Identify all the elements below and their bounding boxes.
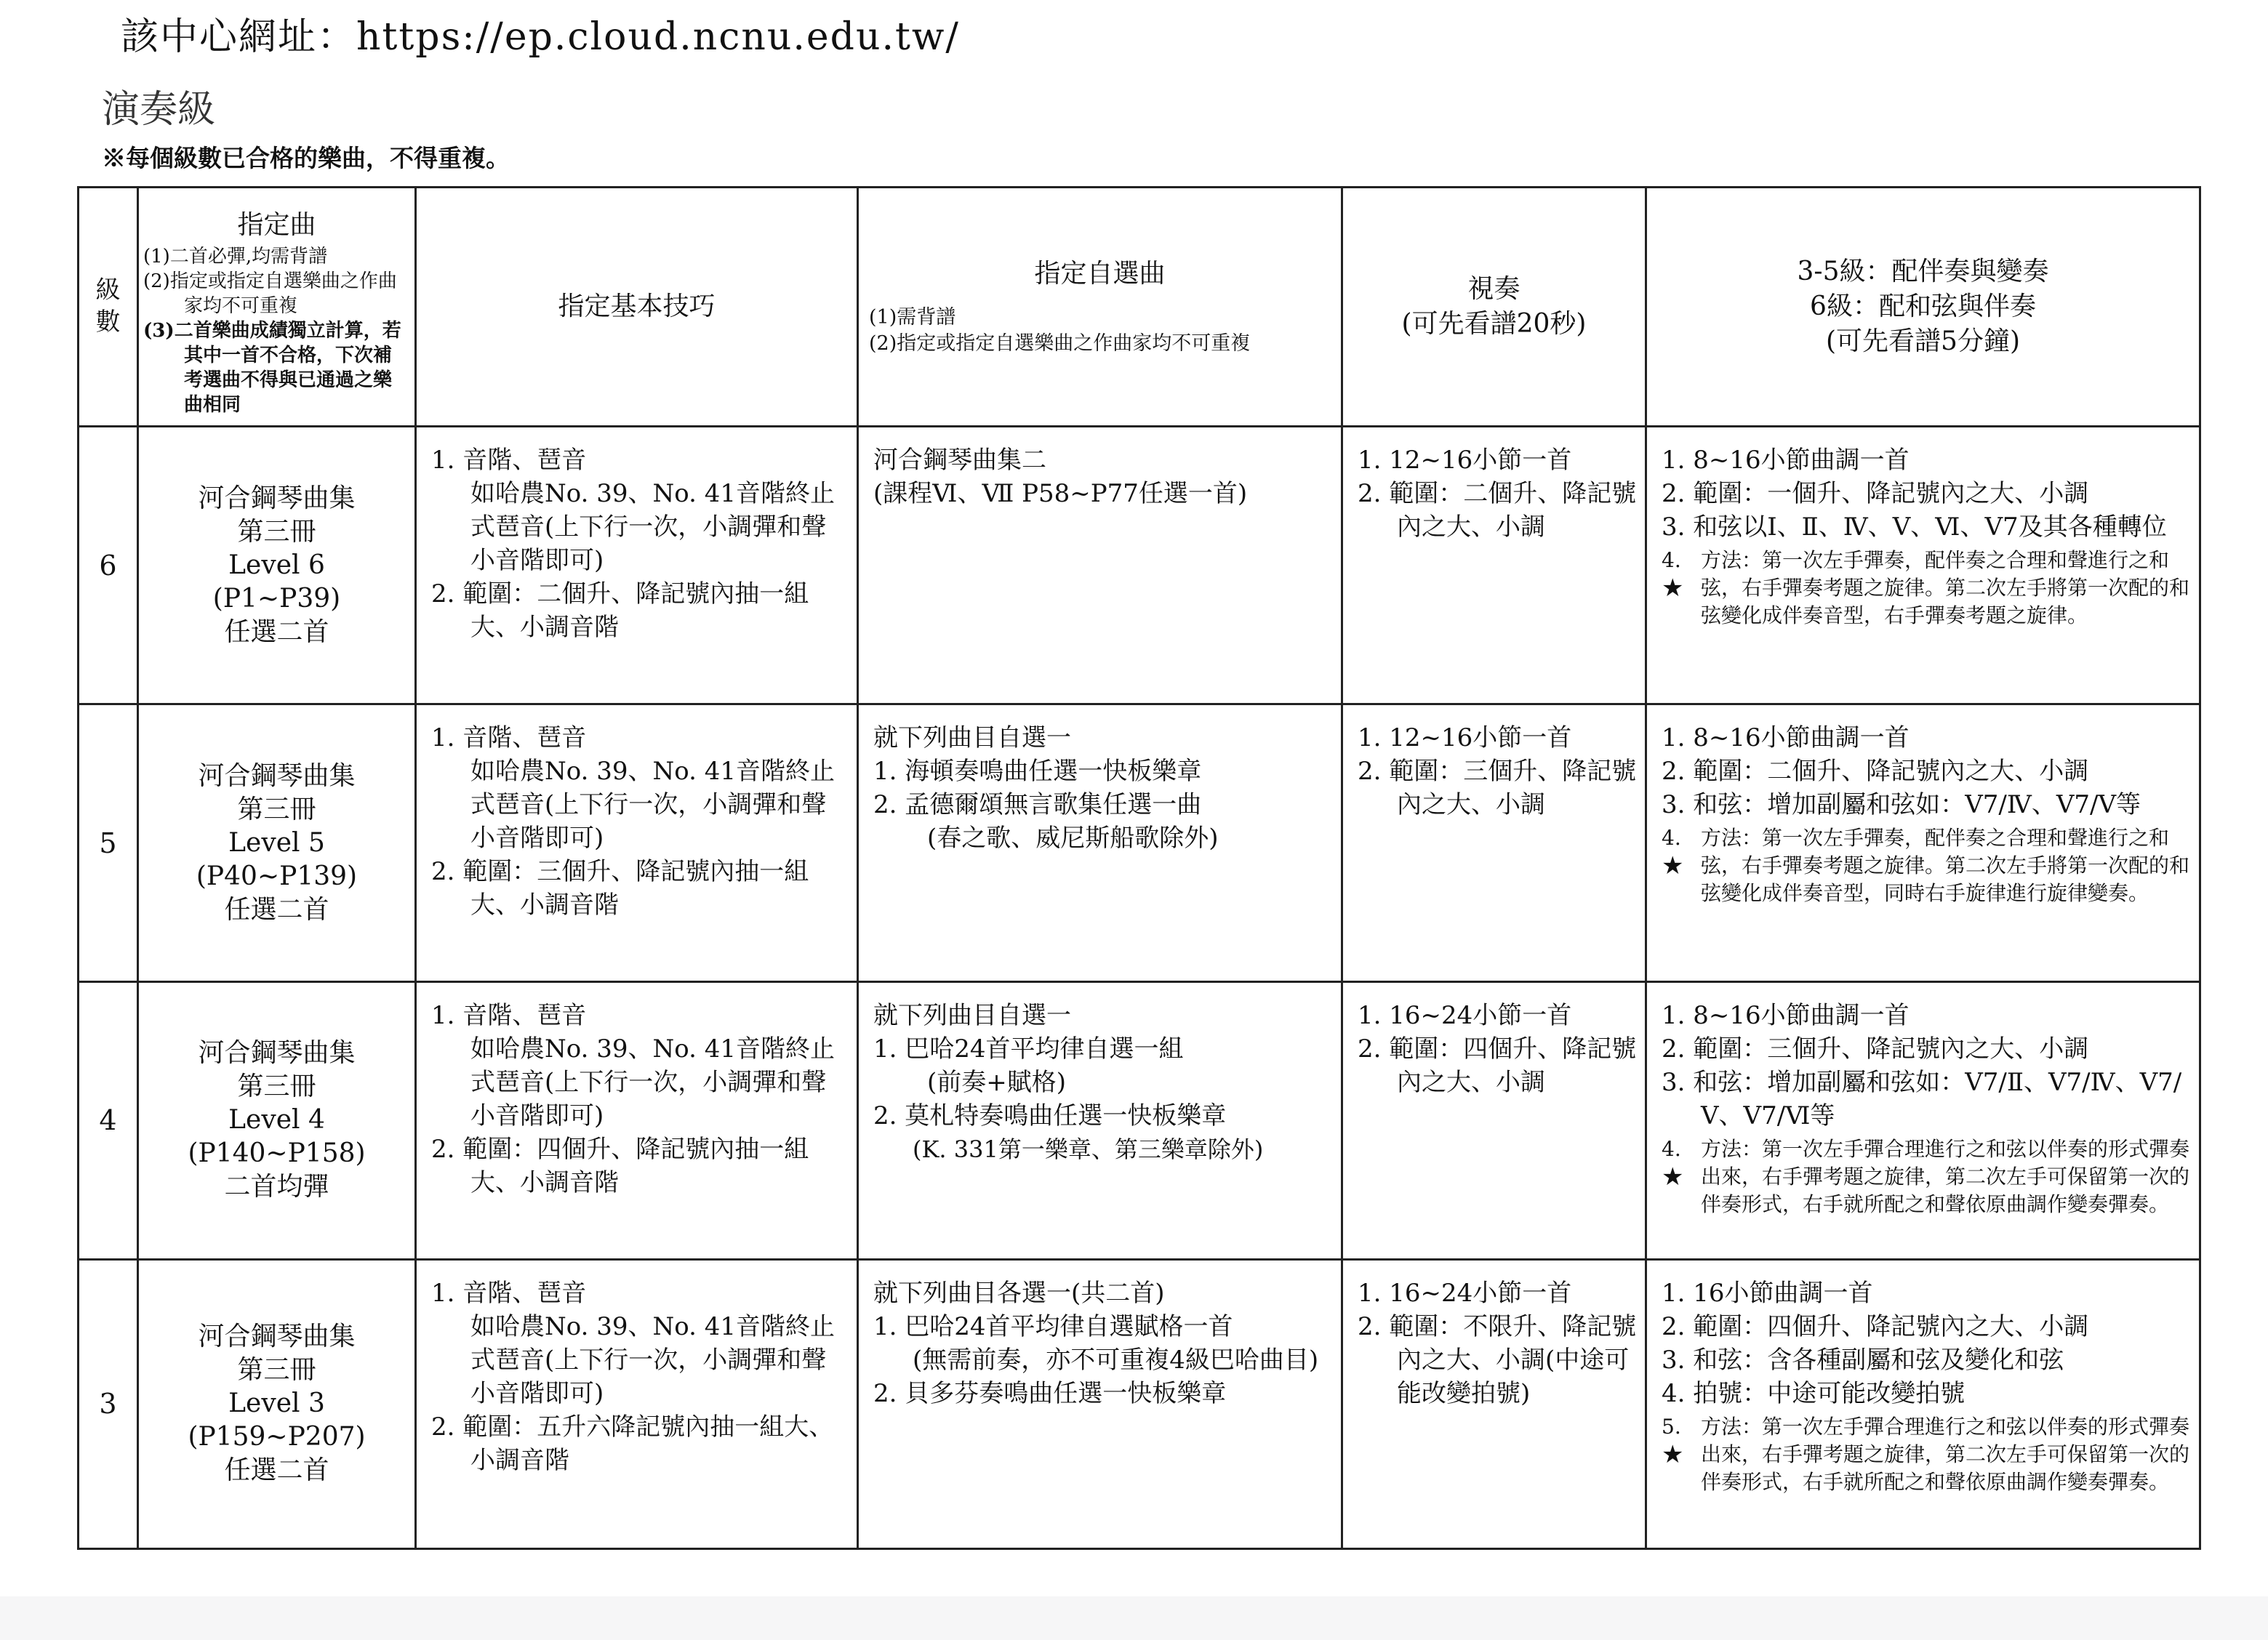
accomp-line: 3. 和弦：增加副屬和弦如：V7/Ⅳ、V7/Ⅴ等 xyxy=(1662,790,2141,820)
accomp-line: 3. 和弦：含各種副屬和弦及變化和弦 xyxy=(1662,1345,2064,1375)
technique-cell xyxy=(416,427,858,704)
header-required-note: (1)二首必彈,均需背譜 xyxy=(143,246,328,268)
header-sight-reading xyxy=(1342,188,1646,427)
accomp-cell xyxy=(1646,704,2200,982)
selfselect-cell xyxy=(858,1259,1342,1548)
sight-line: 2. 範圍：二個升、降記號內之大、小調 xyxy=(1358,479,1637,542)
header-accomp-line: 6級：配和弦與伴奏 xyxy=(1810,292,2036,322)
header-accomp-line: (可先看譜5分鐘) xyxy=(1826,326,2020,357)
book-line: 第三冊 xyxy=(237,794,316,824)
technique-line: 1. 音階、琶音 xyxy=(431,723,587,753)
book-line: 河合鋼琴曲集 xyxy=(198,760,356,791)
level-number: 4 xyxy=(79,982,138,1260)
sight-line: 1. 16~24小節一首 xyxy=(1358,1001,1572,1031)
selfselect-line: (課程Ⅵ、Ⅶ P58~P77任選一首) xyxy=(873,479,1248,509)
selfselect-cell xyxy=(858,427,1342,704)
technique-line: 如哈農No. 39、No. 41音階終止式琶音(上下行一次，小調彈和聲小音階即可) xyxy=(470,1034,836,1131)
technique-cell xyxy=(416,1259,858,1548)
technique-line: 如哈農No. 39、No. 41音階終止式琶音(上下行一次，小調彈和聲小音階即可) xyxy=(470,1311,836,1408)
selfselect-line: 就下列曲目自選一 xyxy=(873,1001,1071,1031)
book-line: Level 5 xyxy=(228,827,325,858)
header-accompaniment xyxy=(1646,188,2200,427)
selfselect-line: (無需前奏，亦不可重複4級巴哈曲目) xyxy=(913,1345,1319,1375)
book-line: Level 4 xyxy=(228,1105,325,1135)
header-required-note: (3)二首樂曲成績獨立計算，若其中一首不合格，下次補考選曲不得與已通過之樂曲相同 xyxy=(143,320,401,416)
technique-line: 2. 範圍：二個升、降記號內抽一組大、小調音階 xyxy=(431,579,809,643)
accomp-line: 2. 範圍：三個升、降記號內之大、小調 xyxy=(1662,1034,2089,1064)
header-sight-sub: (可先看譜20秒) xyxy=(1401,309,1587,339)
accomp-method: 方法：第一次左手彈奏，配伴奏之合理和聲進行之和弦，右手彈奏考題之旋律。第二次左手將第一次配的和弦變化成伴奏音型，同時右手旋律進行旋律變奏。 xyxy=(1701,826,2190,906)
level-number: 6 xyxy=(79,427,138,704)
accomp-method: 方法：第一次左手彈奏，配伴奏之合理和聲進行之和弦，右手彈奏考題之旋律。第二次左手將第一次配的和弦變化成伴奏音型，右手彈奏考題之旋律。 xyxy=(1701,548,2190,628)
header-required-pieces xyxy=(138,188,416,427)
accomp-method-number: 4. xyxy=(1662,1137,1681,1162)
selfselect-cell xyxy=(858,704,1342,982)
header-selfselect xyxy=(858,188,1342,427)
accomp-method-number: 5. xyxy=(1662,1414,1681,1439)
section-title: 演奏級 xyxy=(102,88,216,132)
header-required-note: (2)指定或指定自選樂曲之作曲家均不可重複 xyxy=(143,270,397,317)
required-book xyxy=(138,982,416,1260)
selfselect-line: 1. 巴哈24首平均律自選賦格一首 xyxy=(873,1311,1233,1341)
selfselect-cell xyxy=(858,982,1342,1260)
star-icon: ★ xyxy=(1662,574,1684,603)
table-header-row xyxy=(79,188,2200,427)
technique-line: 如哈農No. 39、No. 41音階終止式琶音(上下行一次，小調彈和聲小音階即可) xyxy=(470,757,836,853)
header-selfselect-note: (2)指定或指定自選樂曲之作曲家均不可重複 xyxy=(869,332,1251,355)
selfselect-line: 1. 海頓奏鳴曲任選一快板樂章 xyxy=(873,757,1202,787)
accomp-line: 3. 和弦以Ⅰ、Ⅱ、Ⅳ、Ⅴ、Ⅵ、V7及其各種轉位 xyxy=(1662,512,2167,542)
sight-line: 2. 範圍：不限升、降記號內之大、小調(中途可能改變拍號) xyxy=(1358,1311,1637,1408)
book-line: 河合鋼琴曲集 xyxy=(198,483,356,513)
accomp-cell xyxy=(1646,982,2200,1260)
book-line: (P40~P139) xyxy=(196,861,358,891)
accomp-method-number: 4. xyxy=(1662,826,1681,851)
table-row xyxy=(79,1259,2200,1548)
star-icon: ★ xyxy=(1662,1439,1684,1469)
technique-line: 1. 音階、琶音 xyxy=(431,1278,587,1308)
header-selfselect-title: 指定自選曲 xyxy=(1034,259,1166,289)
technique-line: 1. 音階、琶音 xyxy=(431,446,587,475)
technique-cell xyxy=(416,704,858,982)
accomp-line: 3. 和弦：增加副屬和弦如：V7/Ⅱ、V7/Ⅳ、V7/Ⅴ、V7/Ⅵ等 xyxy=(1662,1068,2182,1131)
required-book xyxy=(138,427,416,704)
book-line: 第三冊 xyxy=(237,1072,316,1102)
accomp-line: 1. 8~16小節曲調一首 xyxy=(1662,446,1910,475)
technique-line: 2. 範圍：四個升、降記號內抽一組大、小調音階 xyxy=(431,1135,809,1198)
accomp-line: 1. 16小節曲調一首 xyxy=(1662,1278,1873,1308)
selfselect-line: (前奏+賦格) xyxy=(927,1068,1067,1098)
book-line: 二首均彈 xyxy=(224,1172,329,1202)
accomp-line: 2. 範圍：一個升、降記號內之大、小調 xyxy=(1662,479,2089,509)
table-row xyxy=(79,427,2200,704)
technique-cell xyxy=(416,982,858,1260)
sight-line: 2. 範圍：三個升、降記號內之大、小調 xyxy=(1358,757,1637,820)
technique-line: 如哈農No. 39、No. 41音階終止式琶音(上下行一次，小調彈和聲小音階即可) xyxy=(470,479,836,576)
site-url-line: 該中心網址：https://ep.cloud.ncnu.edu.tw/ xyxy=(121,15,960,59)
accomp-method: 方法：第一次左手彈合理進行之和弦以伴奏的形式彈奏出來，右手彈考題之旋律，第二次左手可保留第一次的伴奏形式，右手就所配之和聲依原曲調作變奏彈奏。 xyxy=(1701,1137,2190,1217)
selfselect-line: (春之歌、威尼斯船歌除外) xyxy=(927,824,1219,853)
accomp-method-number: 4. xyxy=(1662,548,1681,573)
selfselect-line: 就下列曲目各選一(共二首) xyxy=(873,1278,1165,1308)
table-row xyxy=(79,982,2200,1260)
accomp-line: 1. 8~16小節曲調一首 xyxy=(1662,1001,1910,1031)
header-level: 級數 xyxy=(79,188,138,427)
table-row xyxy=(79,704,2200,982)
selfselect-line: 2. 莫札特奏鳴曲任選一快板樂章 xyxy=(873,1101,1227,1131)
book-line: 任選二首 xyxy=(224,894,329,925)
book-line: 任選二首 xyxy=(224,616,329,647)
notice-text: ※每個級數已合格的樂曲，不得重複。 xyxy=(102,144,510,172)
accomp-line: 2. 範圍：四個升、降記號內之大、小調 xyxy=(1662,1311,2089,1341)
sight-cell xyxy=(1342,427,1646,704)
sight-cell xyxy=(1342,1259,1646,1548)
exam-requirements-table xyxy=(77,186,2201,1550)
selfselect-line: 河合鋼琴曲集二 xyxy=(873,446,1046,475)
selfselect-line: 1. 巴哈24首平均律自選一組 xyxy=(873,1034,1184,1064)
required-book xyxy=(138,704,416,982)
header-accomp-line: 3-5級：配伴奏與變奏 xyxy=(1797,257,2049,287)
book-line: 第三冊 xyxy=(237,1355,316,1386)
required-book xyxy=(138,1259,416,1548)
book-line: (P159~P207) xyxy=(188,1422,366,1452)
level-number: 5 xyxy=(79,704,138,982)
header-technique: 指定基本技巧 xyxy=(416,188,858,427)
accomp-line: 2. 範圍：二個升、降記號內之大、小調 xyxy=(1662,757,2089,787)
selfselect-line: 2. 孟德爾頌無言歌集任選一曲 xyxy=(873,790,1202,820)
book-line: (P140~P158) xyxy=(188,1138,366,1169)
book-line: (P1~P39) xyxy=(212,583,341,614)
accomp-line: 4. 拍號：中途可能改變拍號 xyxy=(1662,1378,1966,1408)
header-selfselect-note: (1)需背譜 xyxy=(869,306,956,329)
book-line: 任選二首 xyxy=(224,1455,329,1486)
selfselect-line: 2. 貝多芬奏鳴曲任選一快板樂章 xyxy=(873,1378,1227,1408)
book-line: 河合鋼琴曲集 xyxy=(198,1322,356,1352)
accomp-method: 方法：第一次左手彈合理進行之和弦以伴奏的形式彈奏出來，右手彈考題之旋律，第二次左手可保留第一次的伴奏形式，右手就所配之和聲依原曲調作變奏彈奏。 xyxy=(1701,1414,2190,1494)
accomp-cell xyxy=(1646,427,2200,704)
technique-line: 1. 音階、琶音 xyxy=(431,1001,587,1031)
level-number: 3 xyxy=(79,1259,138,1548)
header-required-title: 指定曲 xyxy=(237,210,316,240)
sight-line: 1. 12~16小節一首 xyxy=(1358,446,1572,475)
page-bottom-strip xyxy=(0,1596,2268,1640)
star-icon: ★ xyxy=(1662,1162,1684,1192)
header-sight-title: 視奏 xyxy=(1467,274,1520,305)
sight-line: 2. 範圍：四個升、降記號內之大、小調 xyxy=(1358,1034,1637,1098)
selfselect-line: 就下列曲目自選一 xyxy=(873,723,1071,753)
star-icon: ★ xyxy=(1662,851,1684,881)
sight-cell xyxy=(1342,704,1646,982)
selfselect-line: (K. 331第一樂章、第三樂章除外) xyxy=(913,1135,1264,1164)
technique-line: 2. 範圍：三個升、降記號內抽一組大、小調音階 xyxy=(431,857,809,920)
sight-cell xyxy=(1342,982,1646,1260)
accomp-cell xyxy=(1646,1259,2200,1548)
book-line: 第三冊 xyxy=(237,516,316,547)
technique-line: 2. 範圍：五升六降記號內抽一組大、小調音階 xyxy=(431,1412,834,1475)
book-line: Level 6 xyxy=(228,550,325,580)
sight-line: 1. 12~16小節一首 xyxy=(1358,723,1572,753)
sight-line: 1. 16~24小節一首 xyxy=(1358,1278,1572,1308)
book-line: 河合鋼琴曲集 xyxy=(198,1038,356,1069)
accomp-line: 1. 8~16小節曲調一首 xyxy=(1662,723,1910,753)
book-line: Level 3 xyxy=(228,1388,325,1419)
